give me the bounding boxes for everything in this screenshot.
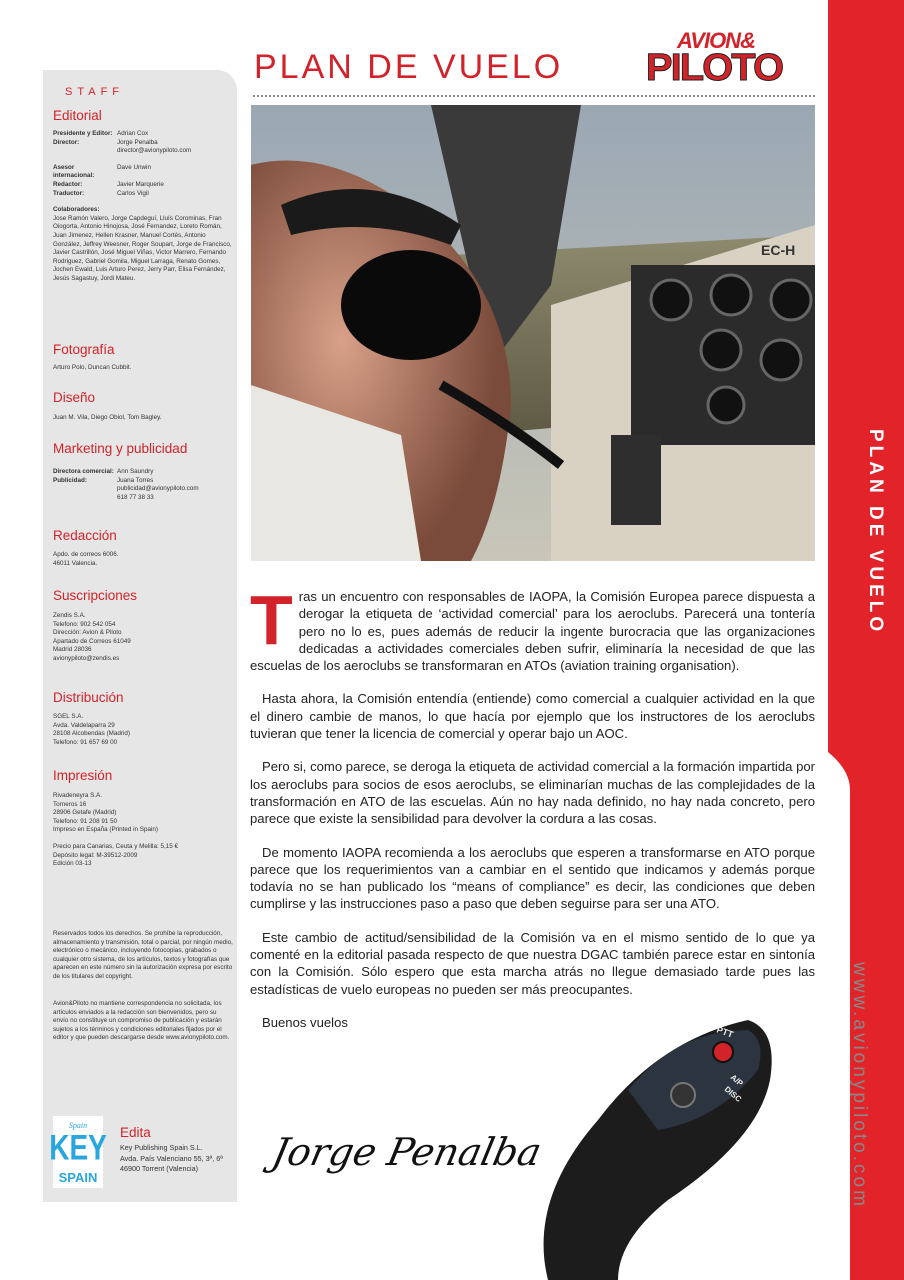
gauge xyxy=(701,330,741,370)
key-logo-top: KEY xyxy=(49,1127,107,1168)
staff-role: Asesor internacional: xyxy=(53,163,95,180)
ptt-label: PTT xyxy=(715,1024,735,1040)
address-line: Telefono: 91 208 91 50 xyxy=(53,817,118,825)
publicidad-phone: 618 77 38 33 xyxy=(117,493,154,501)
editorial-heading: Editorial xyxy=(53,108,102,123)
staff-role: Publicidad: xyxy=(53,476,87,484)
fotografia-text: Arturo Polo, Duncan Cubbit. xyxy=(53,364,132,371)
publicidad-email[interactable]: publicidad@avionypiloto.com xyxy=(117,485,199,493)
staff-person: Dave Unwin xyxy=(117,163,151,171)
redaccion-heading: Redacción xyxy=(53,528,117,543)
edition: Edición 03-13 xyxy=(53,860,92,868)
article-paragraph: Este cambio de actitud/sensibilidad de la Comisión va en el mismo sentido de lo que ya comenté en la editorial pasada respecto de que nuestra DGAC también parece estar en sintonía con la Comisión. Sólo espero que esta marcha atrás no llegue demasiado tarde pues las estadísticas de vuelo europeas no pueden ser más preocupantes. xyxy=(250,929,815,997)
address-line: Rivadeneyra S.A. xyxy=(53,792,103,799)
staff-label: STAFF xyxy=(65,86,125,98)
staff-role xyxy=(53,147,117,156)
address-line: Telefono: 902 542 054 xyxy=(53,620,116,628)
address-line: Zendis S.A. xyxy=(53,612,86,619)
correspondence-notice: Avion&Piloto no mantiene correspondencia no solicitada, los artículos enviados a la redacción son bienvenidos, pero su envío no constituye un compromiso de publicación y estarán sujetos a los términos y condiciones editoriales fijados por el editor y que pueden descargarse desde www.avionypiloto.com. xyxy=(53,1000,230,1042)
staff-role: Redactor: xyxy=(53,180,83,188)
editorial-article xyxy=(250,581,815,1047)
staff-role: Director: xyxy=(53,138,80,146)
article-paragraph: Hasta ahora, la Comisión entendía (entiende) como comercial a cualquier actividad en la que el dinero cambie de manos, lo que hacía por ejemplo que los instructores de los aeroclubs tuvieran que tener la licencia de comercial y operar bajo un AOC. xyxy=(250,691,815,742)
colaboradores-label: Colaboradores: xyxy=(53,206,100,214)
staff-person: Juana Torres xyxy=(117,476,154,484)
director-email[interactable]: director@avionypiloto.com xyxy=(117,147,192,155)
address-line: Torneros 16 xyxy=(53,800,87,808)
diseno-heading: Diseño xyxy=(53,390,96,405)
staff-role xyxy=(53,485,117,494)
gauge xyxy=(761,340,801,380)
staff-role: Presidente y Editor: xyxy=(53,130,113,137)
address-line: Key Publishing Spain S.L. xyxy=(120,1143,203,1152)
impresion-heading: Impresión xyxy=(53,768,113,783)
paragraph-text: ras un encuentro con responsables de IAOPA, la Comisión Europea parece dispuesta a derogar la etiqueta de ‘actividad comercial’ para los aeroclubs. Parecerá una tontería pero no lo es, pues además de reducir la ingente burocracia que las organizaciones dedicadas a actividades comerciales deben sufrir, eliminaría la necesidad de que las escuelas de los aeroclubs se transformaran en ATOs (aviation training organisation). xyxy=(250,589,815,674)
staff-row xyxy=(53,164,233,181)
address-line: SGEL S.A. xyxy=(53,713,84,720)
staff-row xyxy=(53,190,233,199)
address-line: Avda. País Valenciano 55, 3ª, 6ª xyxy=(120,1153,223,1163)
edita-block xyxy=(120,1143,223,1175)
svg-text:Spain: Spain xyxy=(68,1121,88,1130)
article-paragraph xyxy=(250,581,815,674)
key-logo-bottom: SPAIN xyxy=(58,1170,98,1185)
distribucion-block xyxy=(53,713,233,747)
editorial-block xyxy=(53,130,233,284)
address-line: Avda. Valdelaparra 29 xyxy=(53,721,115,729)
address-line: Dirección: Avion & Piloto xyxy=(53,629,122,637)
copyright-notice: Reservados todos los derechos. Se prohíbe la reproducción, almacenamiento y transmisión, total o parcial, por ningún medio, electrónico o mecánico, incluyendo fotocopias, grabados o cualquier otro sistema, de los artículos, textos y fotografías que aparecen en este número sin la autorización expresa por escrito de los titulares del copyright. xyxy=(53,930,233,980)
key-spain-logo xyxy=(49,1116,107,1188)
staff-row xyxy=(53,485,233,494)
disc-label: DISC xyxy=(722,1084,744,1104)
avion-piloto-logo xyxy=(608,28,820,90)
impresion-block xyxy=(53,792,233,869)
marketing-heading: Marketing y publicidad xyxy=(53,441,188,456)
article-paragraph: Pero si, como parece, se deroga la etiqueta de actividad comercial a la formación impartida por los aeroclubs para socios de esos aeroclubs, se eliminarían muchas de las complejidades de la transformación en ATO de las escuelas. Aún no hay nada definido, no hay nada concreto, pero parece que existe la sensibilidad para devolver la cordura a las cosas. xyxy=(250,759,815,827)
cockpit-photo xyxy=(251,105,815,561)
page-title: PLAN DE VUELO xyxy=(254,48,564,86)
control-yoke-photo xyxy=(508,1000,780,1280)
drop-cap: T xyxy=(250,581,293,659)
suscripciones-heading: Suscripciones xyxy=(53,588,138,603)
address-line: Apdo. de correos 6006. xyxy=(53,551,119,558)
registration-label: EC-H xyxy=(761,242,796,258)
distribucion-heading: Distribución xyxy=(53,690,124,705)
article-paragraph: De momento IAOPA recomienda a los aeroclubs que esperen a transformarse en ATO porque parece que los requerimientos van a cambiar en el sentido que indicamos y además porque todavía no se han publicado los “means of compliance” es decir, las condiciones que deben cumplirse y las instrucciones paso a paso que deben seguirse para ser una ATO. xyxy=(250,844,815,912)
address-line: Telefono: 91 657 69 00 xyxy=(53,738,118,746)
staff-row xyxy=(53,139,233,148)
staff-sidebar xyxy=(43,70,237,1202)
address-line: 46900 Torrent (Valencia) xyxy=(120,1164,199,1173)
marketing-block xyxy=(53,468,233,502)
staff-row xyxy=(53,147,233,156)
edita-heading: Edita xyxy=(120,1125,151,1140)
address-line: Apartado de Correos 61049 xyxy=(53,637,131,645)
header-rule xyxy=(253,95,815,97)
ap-label: A/P xyxy=(728,1072,745,1089)
gauge xyxy=(651,280,691,320)
address-line: 46011 Valencia. xyxy=(53,559,98,567)
redaccion-block xyxy=(53,551,233,568)
staff-person: Carlos Vigil xyxy=(117,189,149,197)
address-line: Impreso en España (Printed in Spain) xyxy=(53,826,159,834)
staff-person: Javier Marquerie xyxy=(117,180,164,188)
closing-line: Buenos vuelos xyxy=(262,1014,348,1030)
price-line: Precio para Canarias, Ceuta y Melilla: 5,15 € xyxy=(53,842,178,850)
staff-role xyxy=(53,494,117,503)
staff-role: Directora comercial: xyxy=(53,468,114,475)
suscripciones-email[interactable]: avionypiloto@zendis.es xyxy=(53,654,120,662)
staff-row xyxy=(53,477,233,486)
staff-person: Ann Saundry xyxy=(117,468,154,475)
address-line: 28906 Getafe (Madrid) xyxy=(53,809,117,817)
band-url[interactable]: www.avionypiloto.com xyxy=(849,962,870,1209)
logo-top: AVION& xyxy=(677,28,755,53)
address-line: Madrid 28036 xyxy=(53,646,92,654)
address-line: 28108 Alcobendas (Madrid) xyxy=(53,730,131,738)
diseno-text: Juan M. Vila, Diego Obiol, Tom Bagley. xyxy=(53,414,162,421)
staff-person: Adrian Cox xyxy=(117,130,149,137)
staff-row xyxy=(53,494,233,503)
signature xyxy=(268,1110,546,1190)
gauge xyxy=(711,275,751,315)
staff-row xyxy=(53,181,233,190)
staff-row xyxy=(53,468,233,477)
gauge xyxy=(708,387,744,423)
band-title: PLAN DE VUELO xyxy=(865,428,886,636)
logo-bottom: PILOTO xyxy=(645,47,783,90)
colaboradores-text: Jose Ramón Valero, Jorge Capdeguí, Lluís Corominas, Fran Oiogorta, Antonio Hinojosa, José Fernandez, Loreto Román, Juan Jimenez, Hellen Krasner, Manuel Cortés, Antonio González, Jeffrey Weesner, Roger Soupart, Jorge de Francisco, Javier Castrillón, José Miguel Viñas, Victor Marrero, Fernando Rodriguez, Gabriel Gomila, Miguel Larraga, Renato Gomes, Jochen Ewald, Luis Arturo Perez, Jerry Parr, Elisa Fernández, Jesús Sagastuy, Jordi Mateu. xyxy=(53,214,232,282)
staff-row xyxy=(53,130,233,139)
staff-person: Jorge Penalba xyxy=(117,138,158,146)
signature-text: Jorge Penalba xyxy=(268,1130,546,1175)
gauge xyxy=(771,280,811,320)
fotografia-heading: Fotografía xyxy=(53,342,115,357)
suscripciones-block xyxy=(53,612,233,664)
legal-deposit: Depósito legal: M-39512-2009 xyxy=(53,851,138,859)
staff-role: Traductor: xyxy=(53,189,85,197)
